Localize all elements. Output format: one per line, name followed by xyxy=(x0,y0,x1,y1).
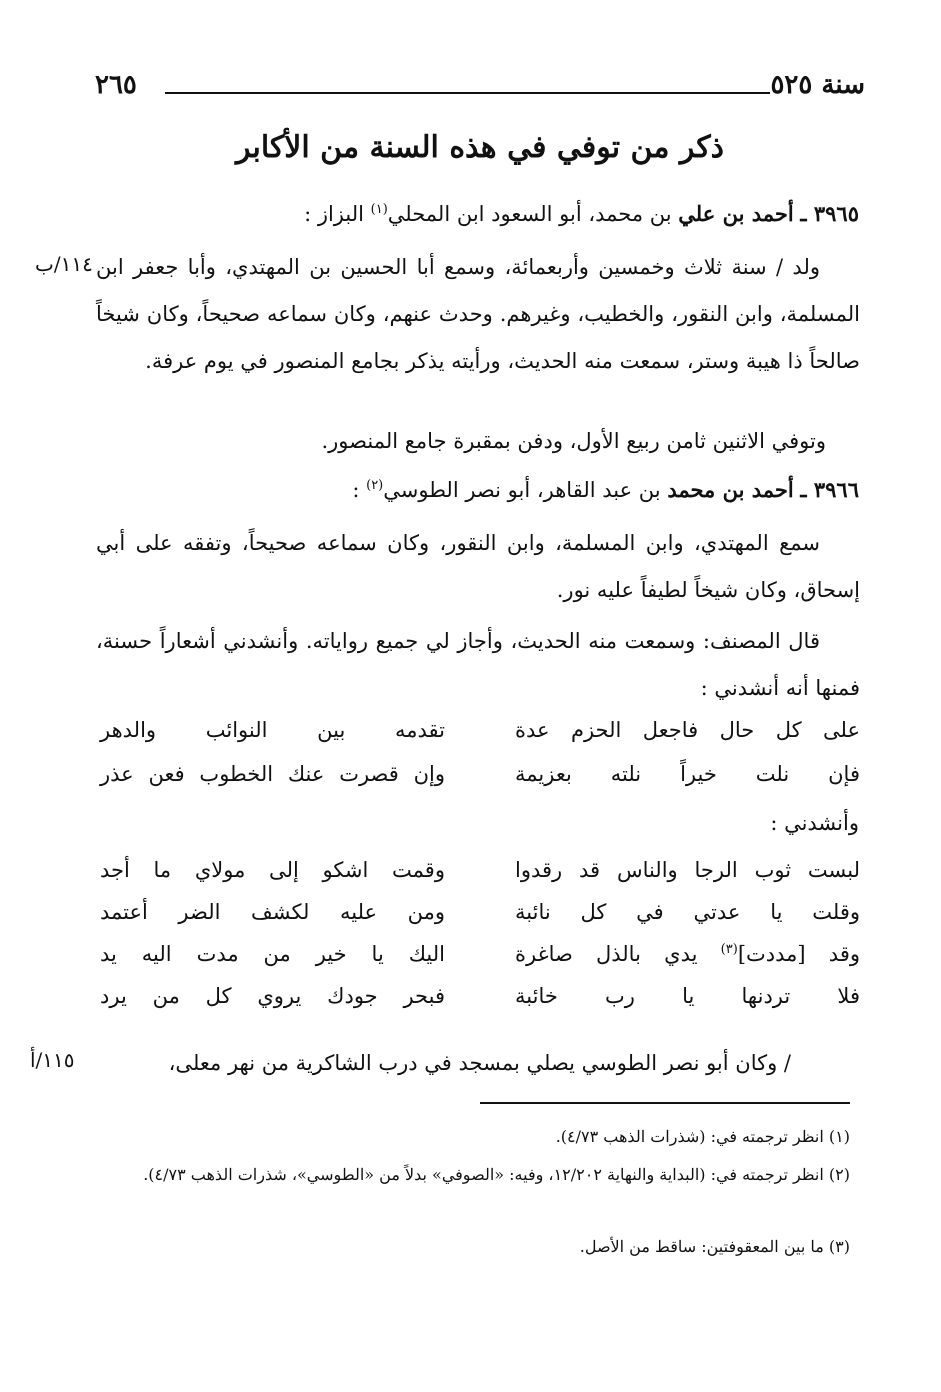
poem-verse xyxy=(100,942,860,982)
verse-second-hemistich: وقمت اشكو إلى مولاي ما أجد xyxy=(100,858,445,882)
entry-name-tail: البزاز : xyxy=(304,202,364,226)
section-title: ذكر من توفي في هذه السنة من الأكابر xyxy=(235,130,725,165)
entry-paragraph: ولد / سنة ثلاث وخمسين وأربعمائة، وسمع أبا الحسين بن المهتدي، وأبا جعفر ابن المسلمة، وابن النقور، والخطيب، وغيرهم. وحدث عنهم، وكان سماعه صحيحاً، وكان شيخاً صالحاً ذا هيبة وستر، سمعت منه الحديث، ورأيته يذكر بجامع المنصور في يوم عرفة. xyxy=(96,255,860,373)
verse-second-hemistich: ومن عليه لكشف الضر أعتمد xyxy=(100,900,445,924)
footnote-rule xyxy=(480,1102,850,1104)
verse-second-hemistich: تقدمه بين النوائب والدهر xyxy=(100,718,445,742)
header-rule xyxy=(165,92,770,94)
entry-name-rest: بن عبد القاهر، أبو نصر الطوسي xyxy=(383,478,661,502)
footnote: (١) انظر ترجمته في: (شذرات الذهب ٤/٧٣). xyxy=(555,1127,850,1146)
running-head: سنة ٥٢٥ xyxy=(770,70,865,100)
verse-first-hemistich: وقلت يا عدتي في كل نائبة xyxy=(515,900,860,924)
entry-heading xyxy=(352,466,859,510)
page-number: ٢٦٥ xyxy=(95,70,137,100)
poem-intro: وأنشدني : xyxy=(770,811,859,835)
verse-second-hemistich: وإن قصرت عنك الخطوب فعن عذر xyxy=(100,762,445,786)
entry-name-rest: بن محمد، أبو السعود ابن المحلي xyxy=(387,202,672,226)
footnote-ref: (١) xyxy=(370,202,388,217)
page-header xyxy=(95,70,865,110)
entry-paragraph: وتوفي الاثنين ثامن ربيع الأول، ودفن بمقبرة جامع المنصور. xyxy=(321,429,826,453)
manuscript-folio-note: ١١٤/ب xyxy=(35,252,93,276)
poem-verse xyxy=(100,900,860,940)
footnote-ref: (٣) xyxy=(720,942,738,957)
entry-name-tail: : xyxy=(352,478,360,502)
entry-name: أحمد بن محمد xyxy=(667,477,794,502)
entry-name: أحمد بن علي xyxy=(678,201,794,226)
poem-verse xyxy=(100,984,860,1024)
verse-second-hemistich: اليك يا خير من مدت اليه يد xyxy=(100,942,445,966)
manuscript-folio-note: ١١٥/أ xyxy=(30,1048,75,1072)
entry-heading xyxy=(304,190,859,234)
entry-paragraph: قال المصنف: وسمعت منه الحديث، وأجاز لي جميع رواياته. وأنشدني أشعاراً حسنة، فمنها أنه أنشدني : xyxy=(96,629,860,700)
footnote-ref: (٢) xyxy=(366,478,384,493)
entry-number: ٣٩٦٦ ـ xyxy=(800,477,859,502)
footnote: (٢) انظر ترجمته في: (البداية والنهاية ١٢/٢٠٢، وفيه: «الصوفي» بدلاً من «الطوسي»، شذرات الذهب ٤/٧٣). xyxy=(143,1165,850,1184)
closing-line: / وكان أبو نصر الطوسي يصلي بمسجد في درب الشاكرية من نهر معلى، xyxy=(168,1051,791,1075)
entry-paragraph: سمع المهتدي، وابن المسلمة، وابن النقور، وكان سماعه صحيحاً، وتفقه على أبي إسحاق، وكان شيخاً لطيفاً عليه نور. xyxy=(96,531,860,602)
verse-second-hemistich: فبحر جودك يروي كل من يرد xyxy=(100,984,445,1008)
verse-first-hemistich: على كل حال فاجعل الحزم عدة xyxy=(515,718,860,742)
verse-first-hemistich: فإن نلت خيراً نلته بعزيمة xyxy=(515,762,860,786)
footnote: (٣) ما بين المعقوفتين: ساقط من الأصل. xyxy=(579,1237,850,1256)
poem-verse xyxy=(100,718,860,758)
verse-first-hemistich: لبست ثوب الرجا والناس قد رقدوا xyxy=(515,858,860,882)
poem-verse xyxy=(100,762,860,802)
verse-first-hemistich: فلا تردنها يا رب خائبة xyxy=(515,984,860,1008)
verse-first-hemistich xyxy=(515,942,860,966)
verse-text: يدي بالذل صاغرة xyxy=(515,942,698,966)
entry-number: ٣٩٦٥ ـ xyxy=(800,201,859,226)
verse-text: وقد [مددت] xyxy=(737,942,860,966)
poem-verse xyxy=(100,858,860,898)
